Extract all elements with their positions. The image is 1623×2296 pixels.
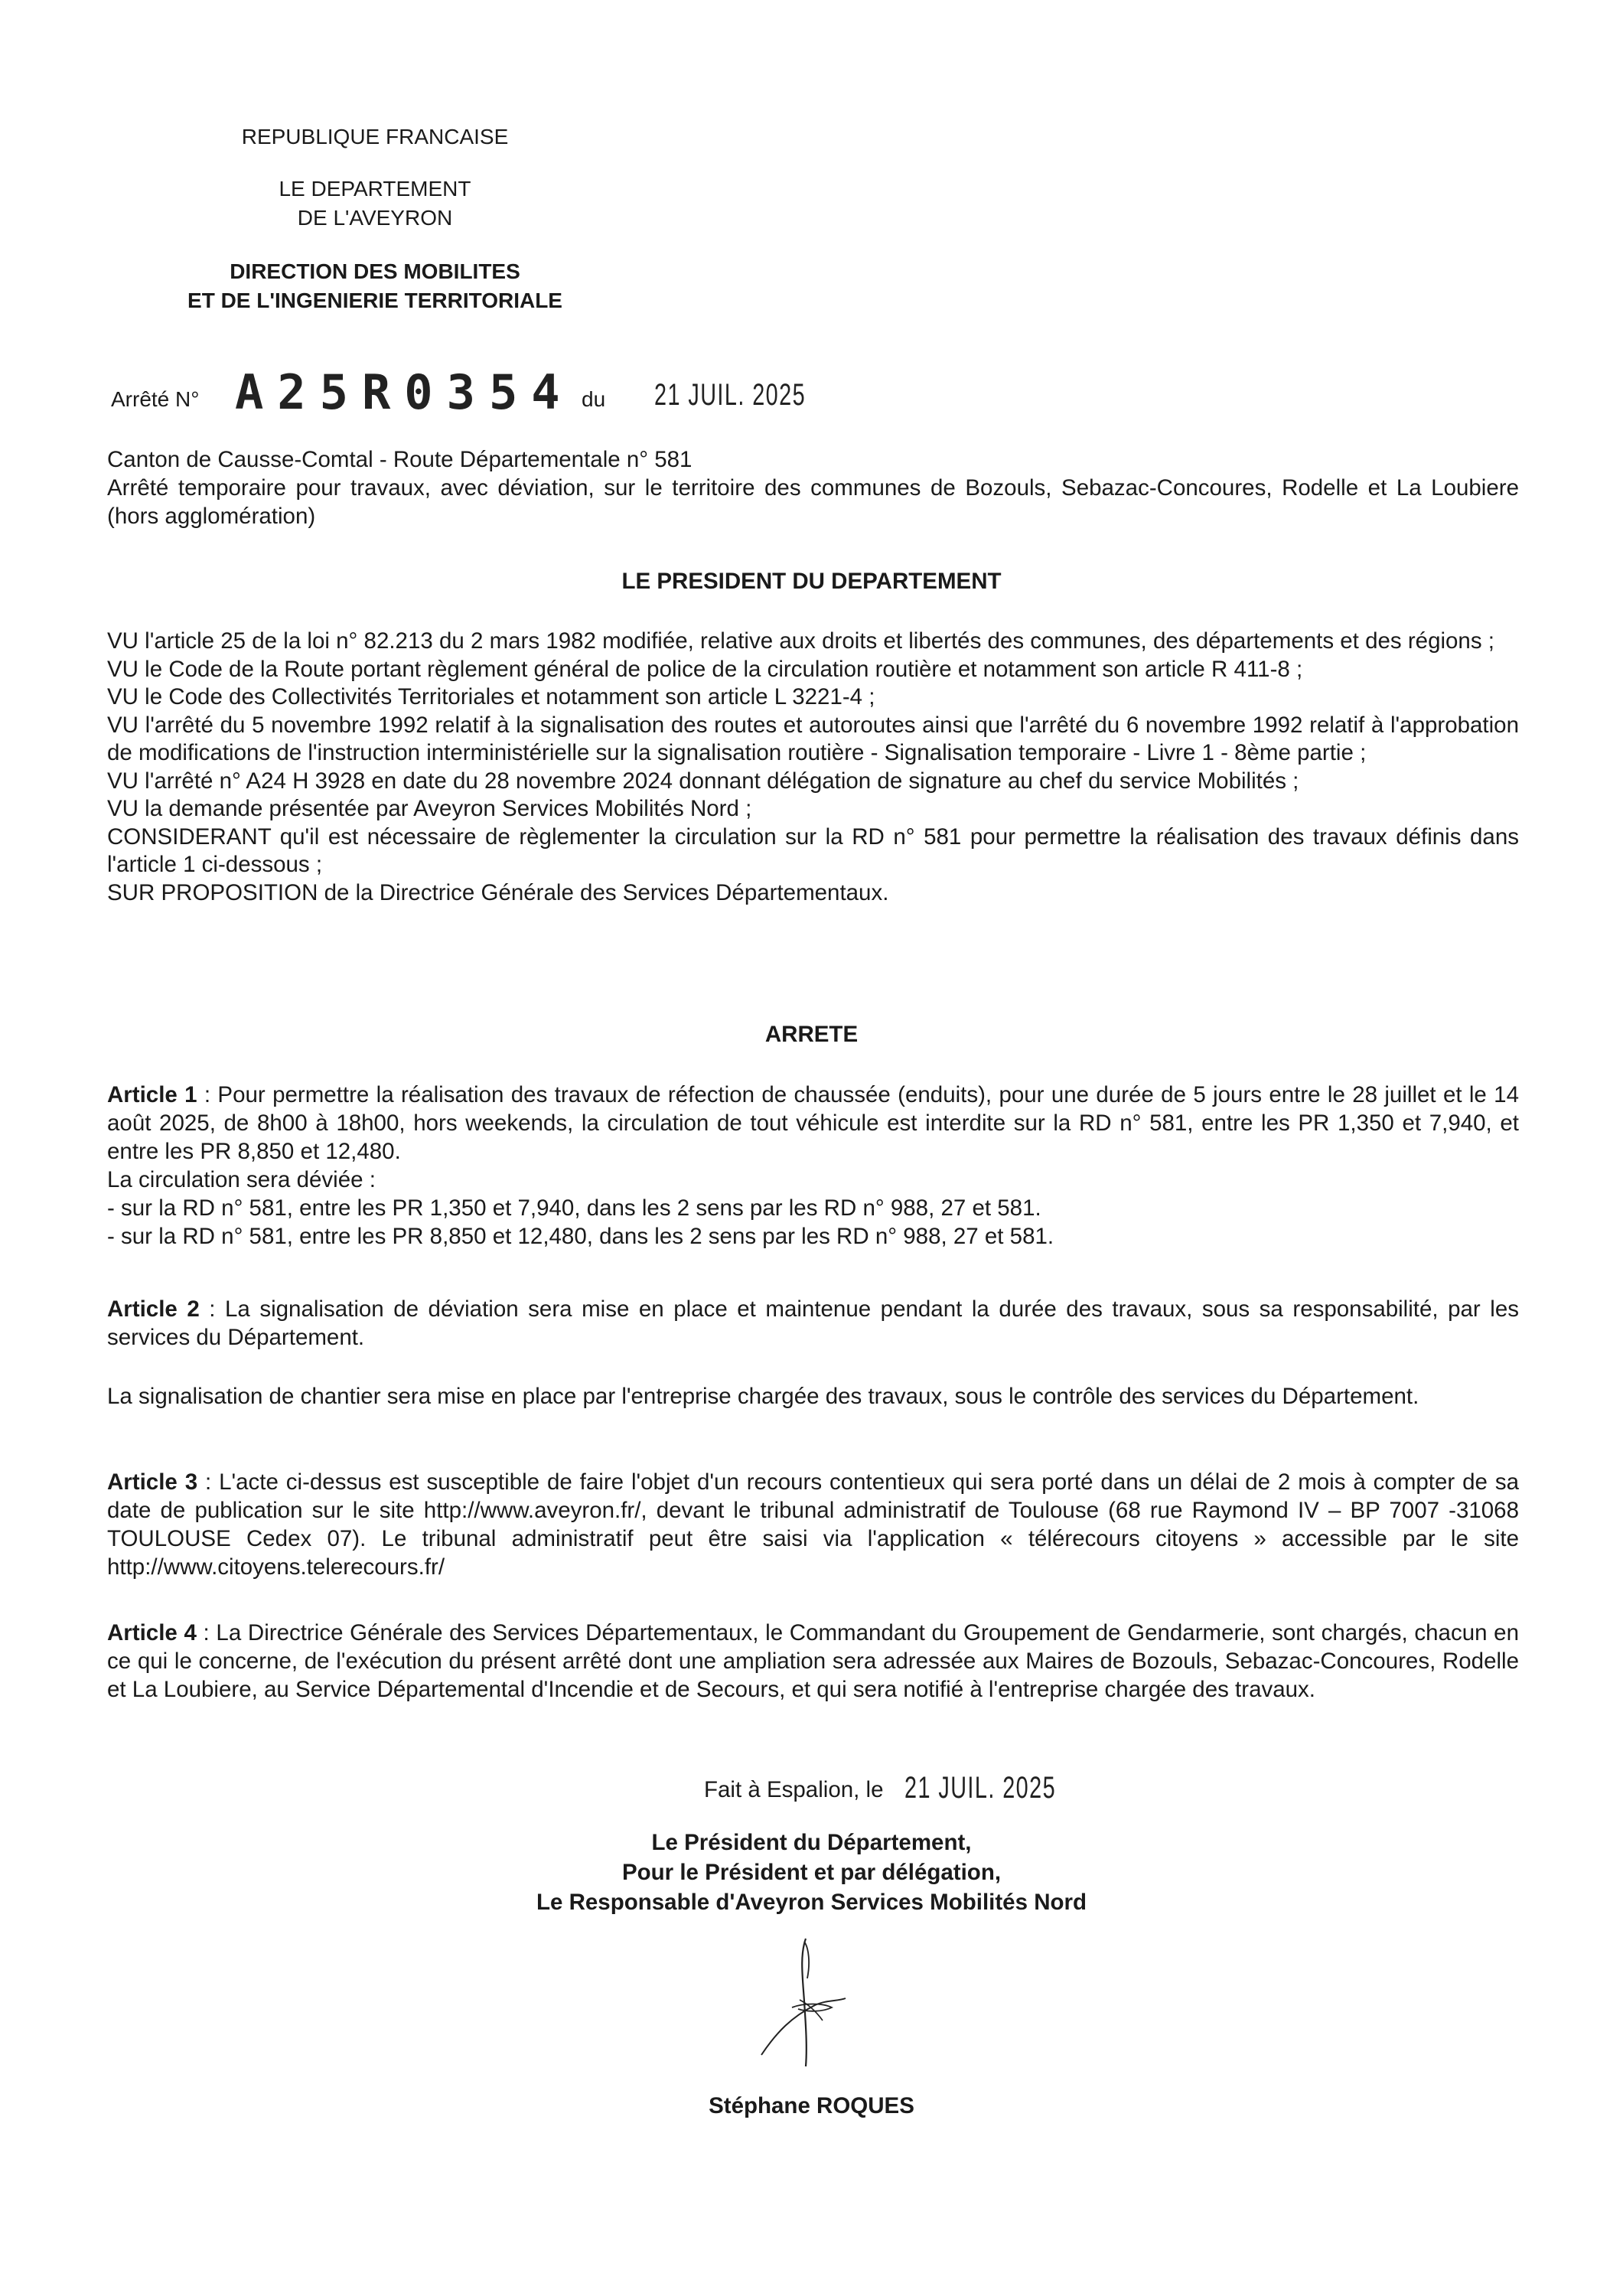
article-1-text: : Pour permettre la réalisation des travaux de réfection de chaussée (enduits), pour une durée de 5 jours entre le 28 juillet et le 14 août 2025, de 8h00 à 18h00, hors weekends, la circulation de tout véhicule est interdite sur la RD n° 581, entre les PR 1,350 et 7,940, et entre les PR 8,850 et 12,480. [107, 1082, 1519, 1164]
article-3-label: Article 3 [107, 1469, 198, 1495]
header-department [191, 174, 559, 233]
president-title: LE PRESIDENT DU DEPARTEMENT [621, 569, 1002, 594]
article-2-label: Article 2 [107, 1296, 200, 1322]
signature-line-1: Le Président du Département, [651, 1830, 972, 1855]
department-line-1: LE DEPARTEMENT [279, 177, 471, 201]
arrete-title: ARRETE [764, 1022, 859, 1047]
article-2-text-2: La signalisation de chantier sera mise en place par l'entreprise chargée des travaux, sous le contrôle des services du Département. [107, 1384, 1419, 1409]
considerations-block [107, 628, 1519, 907]
article-4 [107, 1619, 1519, 1704]
signature-block [0, 1828, 1623, 1917]
article-4-label: Article 4 [107, 1620, 197, 1645]
consideration-item: CONSIDERANT qu'il est nécessaire de règlementer la circulation sur la RD n° 581 pour permettre la réalisation des travaux définis dans l'article 1 ci-dessous ; [107, 823, 1519, 877]
consideration-item: VU l'arrêté n° A24 H 3928 en date du 28 novembre 2024 donnant délégation de signature au chef du service Mobilités ; [107, 768, 1299, 794]
arrete-label: Arrêté N° [111, 387, 200, 411]
subject-line-1: Canton de Causse-Comtal - Route Départementale n° 581 [107, 447, 693, 472]
article-3-text: : L'acte ci-dessus est susceptible de faire l'objet d'un recours contentieux qui sera porté dans un délai de 2 mois à compter de sa date de publication sur le site http://www.aveyron.fr/, devant le tribunal administratif de Toulouse (68 rue Raymond IV – BP 7007 -31068 TOULOUSE Cedex 07). Le tribunal administratif peut être saisi via l'application « télérecours citoyens » accessible par le site http://www.citoyens.telerecours.fr/ [107, 1469, 1519, 1580]
consideration-item: VU le Code de la Route portant règlement général de police de la circulation routière et notamment son article R 411-8 ; [107, 656, 1303, 682]
consideration-item: VU la demande présentée par Aveyron Services Mobilités Nord ; [107, 796, 752, 821]
department-line-2: DE L'AVEYRON [297, 206, 453, 230]
header-direction [138, 257, 612, 315]
direction-line-1: DIRECTION DES MOBILITES [230, 259, 520, 283]
subject-block [107, 445, 1519, 530]
article-2-text: : La signalisation de déviation sera mise en place et maintenue pendant la durée des travaux, sous sa responsabilité, par les services du Département. [107, 1296, 1519, 1350]
arrete-number-stamp: A25R0354 [235, 364, 574, 420]
article-1-deviation: La circulation sera déviée : [107, 1167, 376, 1192]
article-1-item-2: - sur la RD n° 581, entre les PR 8,850 et 12,480, dans les 2 sens par les RD n° 988, 27 et 581. [107, 1224, 1054, 1249]
header-republic [191, 122, 559, 152]
fait-a-label: Fait à Espalion, le [704, 1777, 884, 1802]
republic-label: REPUBLIQUE FRANCAISE [241, 125, 509, 148]
arrete-date-stamp: 21 JUIL. 2025 [654, 378, 807, 412]
arrete-du: du [582, 387, 606, 411]
signature-line-2: Pour le Président et par délégation, [621, 1860, 1002, 1885]
article-4-text: : La Directrice Générale des Services Départementaux, le Commandant du Groupement de Gendarmerie, sont chargés, chacun en ce qui le concerne, de l'exécution du présent arrêté dont une ampliation sera adressée aux Maires de Bozouls, Sebazac-Concoures, Rodelle et La Loubiere, au Service Départemental d'Incendie et de Secours, et qui sera notifié à l'entreprise chargée des travaux. [107, 1620, 1519, 1702]
consideration-item: VU le Code des Collectivités Territoriales et notamment son article L 3221-4 ; [107, 684, 875, 709]
consideration-item: VU l'article 25 de la loi n° 82.213 du 2 mars 1982 modifiée, relative aux droits et libertés des communes, des départements et des régions ; [107, 628, 1494, 654]
handwritten-signature [746, 1932, 853, 2070]
consideration-item: VU l'arrêté du 5 novembre 1992 relatif à la signalisation des routes et autoroutes ainsi que l'arrêté du 6 novembre 1992 relatif à l'approbation de modifications de l'instruction interministérielle sur la signalisation routière - Signalisation temporaire - Livre 1 - 8ème partie ; [107, 712, 1519, 765]
article-1 [107, 1081, 1519, 1251]
closing-date-stamp: 21 JUIL. 2025 [904, 1771, 1057, 1805]
signatory-name: Stéphane ROQUES [709, 2093, 914, 2118]
consideration-item: SUR PROPOSITION de la Directrice Générale des Services Départementaux. [107, 879, 889, 905]
article-1-item-1: - sur la RD n° 581, entre les PR 1,350 et 7,940, dans les 2 sens par les RD n° 988, 27 et 581. [107, 1195, 1041, 1221]
article-1-label: Article 1 [107, 1082, 197, 1107]
fait-a-line [704, 1771, 1057, 1805]
article-2 [107, 1295, 1519, 1352]
article-3 [107, 1468, 1519, 1581]
subject-line-2: Arrêté temporaire pour travaux, avec déviation, sur le territoire des communes de Bozouls, Sebazac-Concoures, Rodelle et La Loubiere (hors agglomération) [107, 475, 1519, 529]
article-2-paragraph-2 [107, 1382, 1519, 1411]
direction-line-2: ET DE L'INGENIERIE TERRITORIALE [187, 289, 562, 312]
signature-line-3: Le Responsable d'Aveyron Services Mobilités Nord [536, 1890, 1087, 1915]
